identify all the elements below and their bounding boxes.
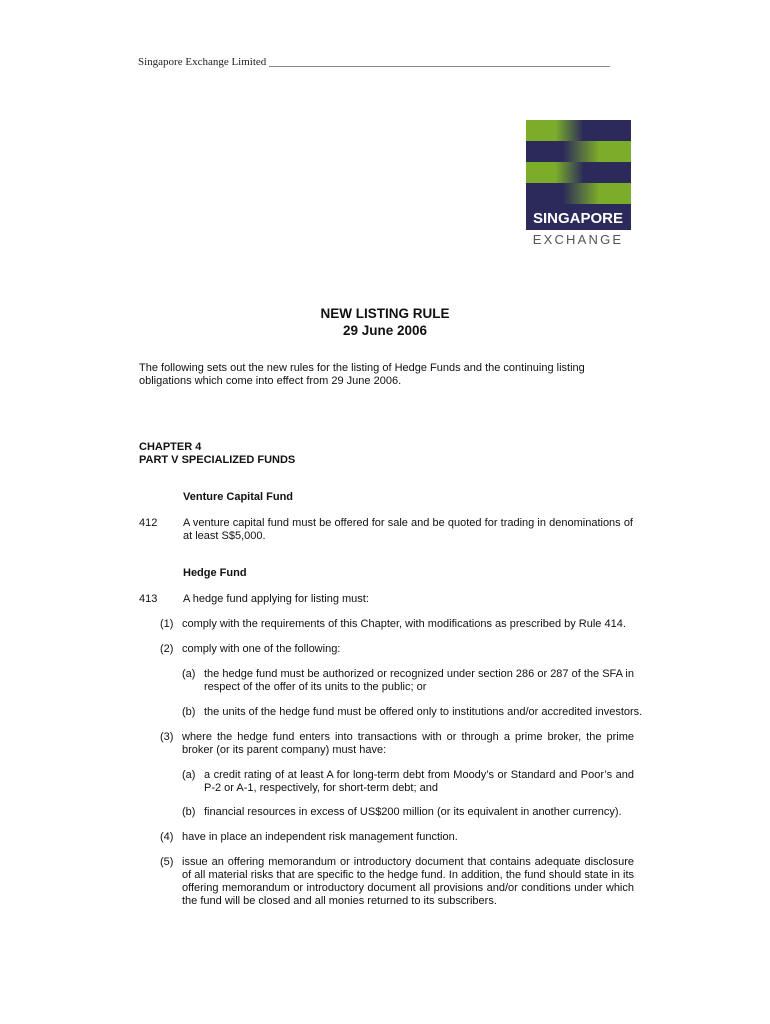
subitem-label: (a) <box>182 769 196 781</box>
item-label: (4) <box>160 831 174 843</box>
item-label: (3) <box>160 731 174 743</box>
subitem-label: (a) <box>182 668 196 680</box>
rule-413-number: 413 <box>139 593 158 605</box>
page-header: Singapore Exchange Limited ______________________________________________________________ <box>138 56 611 68</box>
subitem-text: a credit rating of at least A for long-term debt from Moody’s or Standard and Poor’s and P-2 or A-1, respectively, for short-term debt; and <box>204 769 634 794</box>
rule-412-number: 412 <box>139 517 158 529</box>
chapter-heading: CHAPTER 4 <box>139 441 202 453</box>
item-label: (1) <box>160 618 174 630</box>
item-label: (5) <box>160 856 174 868</box>
vcf-heading: Venture Capital Fund <box>183 491 294 503</box>
subitem-text: the units of the hedge fund must be offered only to institutions and/or accredited investors. <box>204 706 643 718</box>
doc-date: 29 June 2006 <box>342 323 428 338</box>
item-text: where the hedge fund enters into transactions with or through a prime broker, the prime broker (or its parent company) must have: <box>182 731 634 756</box>
rule-412-text: A venture capital fund must be offered for sale and be quoted for trading in denominations of at least S$5,000. <box>183 517 633 542</box>
subitem-text: the hedge fund must be authorized or recognized under section 286 or 287 of the SFA in respect of the offer of its units to the public; or <box>204 668 634 693</box>
part-heading: PART V SPECIALIZED FUNDS <box>139 454 296 466</box>
item-text: have in place an independent risk management function. <box>182 831 458 843</box>
logo-line1: SINGAPORE <box>532 210 624 227</box>
rule-413-text: A hedge fund applying for listing must: <box>183 593 369 605</box>
doc-title: NEW LISTING RULE <box>320 306 450 321</box>
subitem-label: (b) <box>182 806 196 818</box>
intro-paragraph: The following sets out the new rules for the listing of Hedge Funds and the continuing listing obligations which come into effect from 29 June 2006. <box>139 362 585 387</box>
subitem-label: (b) <box>182 706 196 718</box>
subitem-text: financial resources in excess of US$200 million (or its equivalent in another currency). <box>204 806 622 818</box>
logo-line2: EXCHANGE <box>532 232 624 247</box>
hedge-heading: Hedge Fund <box>183 567 247 579</box>
item-text: issue an offering memorandum or introductory document that contains adequate disclosure of all material risks that are specific to the hedge fund. In addition, the fund should state in its offering memorandum or introductory document all provisions and/or conditions under which the fund will be closed and all monies returned to its subscribers. <box>182 856 634 907</box>
item-text: comply with one of the following: <box>182 643 341 655</box>
item-text: comply with the requirements of this Chapter, with modifications as prescribed by Rule 414. <box>182 618 626 630</box>
item-label: (2) <box>160 643 174 655</box>
sgx-logo <box>526 120 631 247</box>
